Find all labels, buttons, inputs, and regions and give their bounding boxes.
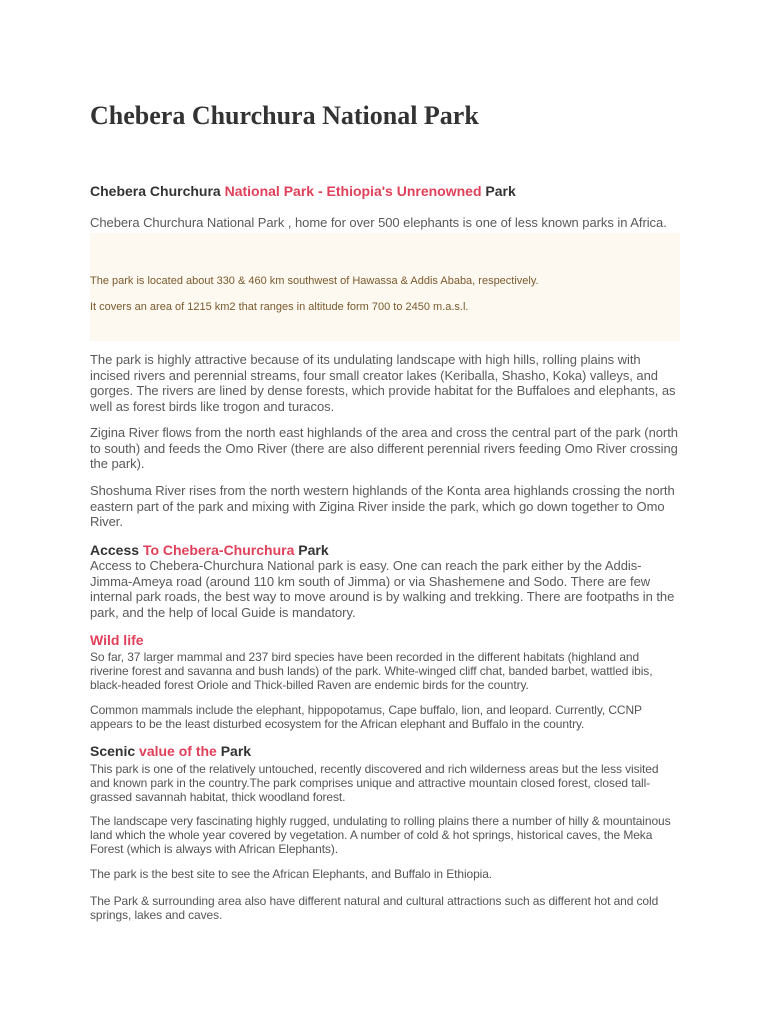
shoshuma-river-paragraph: Shoshuma River rises from the north western highlands of the Konta area highlands crossing the north eastern part of the park and mixing with Zigina River inside the park, which go down together to Omo River.	[90, 483, 675, 529]
intro-text: Chebera Churchura National Park , home for over 500 elephants is one of less known parks in Africa.	[90, 215, 667, 230]
page-title: Chebera Churchura National Park	[90, 101, 479, 130]
location-highlight-box	[90, 233, 680, 341]
zigina-river-paragraph: Zigina River flows from the north east highlands of the area and cross the central part of the park (north to south) and feeds the Omo River (there are also different perennial rivers feeding Omo River crossing the park).	[90, 425, 678, 471]
heading-text: Park	[216, 743, 252, 759]
best-site-paragraph: The park is the best site to see the African Elephants, and Buffalo in Ethiopia.	[90, 867, 493, 881]
section-heading-access	[90, 541, 329, 559]
landscape-paragraph: The park is highly attractive because of its undulating landscape with high hills, rolling plains with incised rivers and perennial streams, four small creator lakes (Keriballa, Shasho, Koka) valleys, and gorges. The rivers are lined by dense forests, which provide habitat for the Buffaloes and elephants, as well as forest birds like trogon and turacos.	[90, 352, 676, 414]
scenic-paragraph: This park is one of the relatively untouched, recently discovered and rich wilderness areas but the less visited and known park in the country.The park comprises unique and attractive mountain closed forest, closed tall-grassed savannah habitat, thick woodland forest.	[90, 762, 659, 805]
heading-text: Scenic	[90, 743, 140, 759]
attractions-paragraph: The Park & surrounding area also have different natural and cultural attractions such as different hot and cold springs, lakes and caves.	[90, 894, 659, 923]
access-paragraph: Access to Chebera-Churchura National park is easy. One can reach the park either by the Addis-Jimma-Ameya road (around 110 km south of Jimma) or via Shashemene and Sodo. There are few internal park roads, the best way to move around is by walking and trekking. There are footpaths in the park, and the help of local Guide is mandatory.	[90, 558, 675, 620]
section-heading-scenic	[90, 742, 251, 760]
location-text: The park is located about 330 & 460 km southwest of Hawassa & Addis Ababa, respectively.	[90, 275, 539, 287]
section-heading-wildlife: Wild life	[90, 632, 144, 648]
heading-highlight: To Chebera-Churchura	[142, 542, 295, 558]
wildlife-paragraph: So far, 37 larger mammal and 237 bird species have been recorded in the different habitats (highland and riverine forest and savanna and bush lands) of the park. White-winged cliff chat, banded barbet, wattled ibis, black-headed forest Oriole and Thick-billed Raven are endemic birds for the country.	[90, 650, 653, 693]
mammals-paragraph: Common mammals include the elephant, hippopotamus, Cape buffalo, lion, and leopard. Currently, CCNP appears to be the least disturbed ecosystem for the African elephant and Buffalo in the country.	[90, 703, 642, 732]
area-text: It covers an area of 1215 km2 that ranges in altitude form 700 to 2450 m.a.s.l.	[90, 301, 469, 313]
heading-text: Access	[90, 542, 143, 558]
landscape-description-paragraph: The landscape very fascinating highly rugged, undulating to rolling plains there a number of hilly & mountainous land which the whole year covered by vegetation. A number of cold & hot springs, historical caves, the Meka Forest (which is always with African Elephants).	[90, 814, 671, 857]
heading-text: Park	[481, 183, 516, 199]
heading-highlight: value of the	[139, 743, 217, 759]
heading-text: Chebera Churchura	[90, 183, 225, 199]
heading-highlight: National Park - Ethiopia's Unrenowned	[224, 183, 482, 199]
heading-text: Park	[294, 542, 329, 558]
section-heading-intro	[90, 182, 516, 200]
